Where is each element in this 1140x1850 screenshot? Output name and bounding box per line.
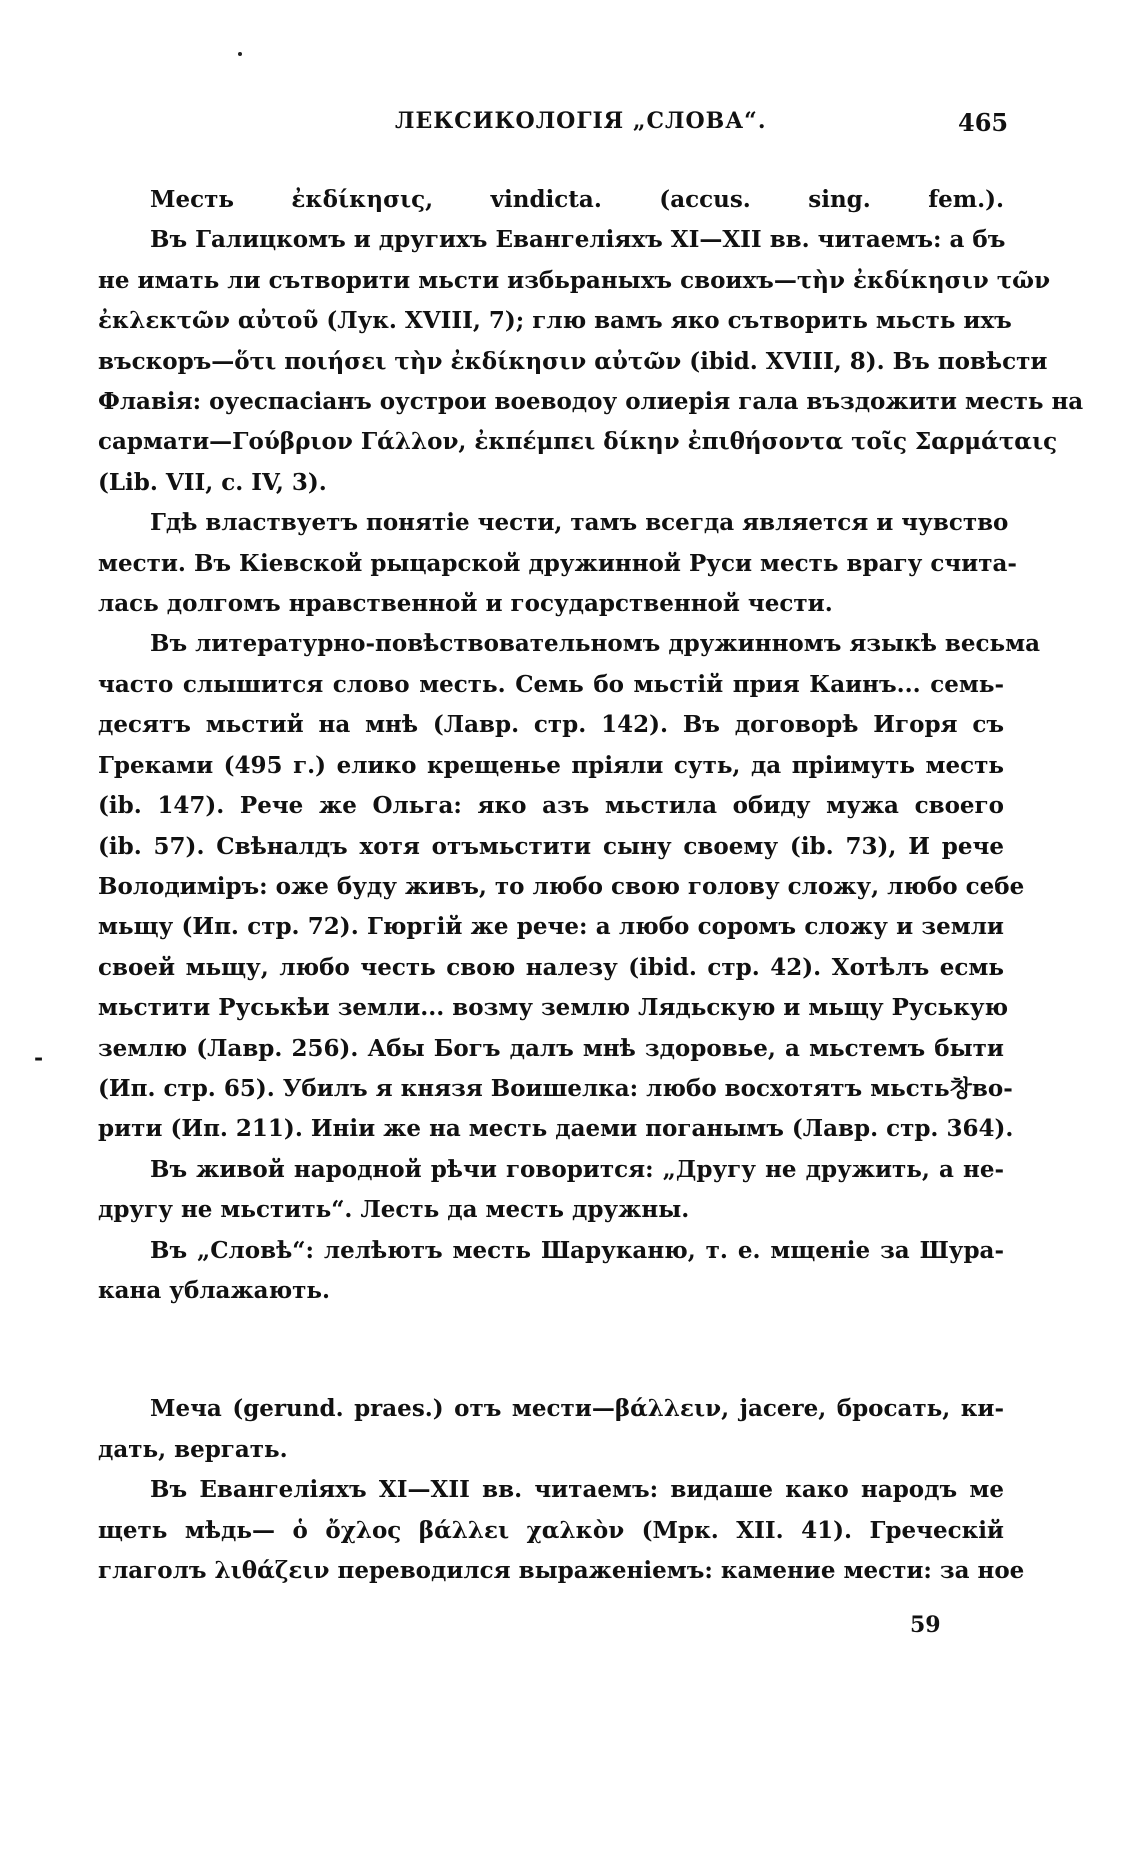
text-line: сармати—Γούβριον Γάλλον, ἐκπέμπει δίκην ἐπιθήσοντα τοῖς Σαρμάταις — [98, 428, 1058, 456]
text-line: (ib. 147). Рече же Ольга: яко азъ мьстила обиду мужа своего — [98, 792, 1004, 820]
headword-line: Месть ἐκδίκησις, vindicta. (accus. sing. fem.). — [150, 186, 1004, 213]
text-line: Въ Евангеліяхъ XI—XII вв. читаемъ: видаше како народъ ме — [150, 1476, 1004, 1504]
text-line: своей мьщу, любо честь свою налезу (ibid. стр. 42). Хотѣлъ есмь — [98, 953, 1004, 981]
text-line: (Lib. VII, c. IV, 3). — [98, 468, 327, 496]
text-line: Греками (495 г.) елико крещенье пріяли суть, да пріимуть месть — [98, 751, 1004, 779]
page-header — [0, 108, 1140, 148]
running-title: ЛЕКСИКОЛОГІЯ „СЛОВА“. — [395, 108, 767, 134]
text-line: глаголъ λιθάζειν переводился выраженіемъ: камение мести: за ное — [98, 1557, 1025, 1584]
margin-mark: - — [34, 1045, 44, 1071]
text-line: землю (Лавр. 256). Абы Богъ далъ мнѣ здоровье, а мьстемъ быти — [98, 1034, 1004, 1062]
text-line: рити (Ип. 211). Иніи же на месть даеми поганымъ (Лавр. стр. 364). — [98, 1115, 1014, 1143]
text-line: щеть мѣдь— ὁ ὄχλος βάλλει χαλκὸν (Мрк. XII. 41). Греческій — [98, 1516, 1004, 1544]
text-line: ἐκλεκτῶν αὐτοῦ (Лук. XVIII, 7); глю вамъ яко сътворить мьсть ихъ — [98, 307, 1012, 335]
entry-gap — [98, 1311, 1004, 1389]
page-number: 465 — [958, 108, 1009, 137]
text-line: Гдѣ властвуетъ понятіе чести, тамъ всегда является и чувство — [150, 509, 1009, 537]
text-line: лась долгомъ нравственной и государственной чести. — [98, 590, 833, 618]
headword-line: Меча (gerund. praes.) отъ мести—βάλλειν, jacere, бросать, ки- — [150, 1395, 1004, 1423]
signature-mark: 59 — [910, 1612, 941, 1638]
body-text — [98, 180, 1084, 1591]
dictionary-entry — [98, 180, 1084, 1311]
text-line: Володиміръ: оже буду живъ, то любо свою голову сложу, любо себе — [98, 872, 1025, 900]
text-line: Въ литературно-повѣствовательномъ дружинномъ языкѣ весьма — [150, 630, 1041, 658]
text-line: Въ живой народной рѣчи говорится: „Другу не дружить, а не- — [150, 1155, 1004, 1183]
dictionary-entry — [98, 1389, 1025, 1591]
text-line: Въ Галицкомъ и другихъ Евангеліяхъ XI—XII вв. читаемъ: а бъ — [150, 226, 1006, 254]
text-line: не имать ли сътворити мьсти избьраныхъ своихъ—τὴν ἐκδίκησιν τῶν — [98, 266, 1051, 294]
text-line: дать, вергать. — [98, 1435, 288, 1463]
text-line: десятъ мьстий на мнѣ (Лавр. стр. 142). Въ договорѣ Игоря съ — [98, 711, 1004, 739]
text-line: мьщу (Ип. стр. 72). Гюргій же рече: а любо соромъ сложу и земли — [98, 913, 1004, 941]
text-line: въскоръ—ὅτι ποιήσει τὴν ἐκδίκησιν αὐτῶν (ibid. XVIII, 8). Въ повѣсти — [98, 347, 1048, 375]
speck — [238, 52, 242, 56]
text-line: (Ип. стр. 65). Убилъ я князя Воишелка: любо восхотятъ мьсть창во- — [98, 1074, 1013, 1102]
text-line: мести. Въ Кіевской рыцарской дружинной Руси месть врагу счита- — [98, 549, 1017, 577]
text-line: (ib. 57). Свѣналдъ хотя отъмьстити сыну своему (ib. 73), И рече — [98, 832, 1004, 860]
text-line: Флавія: оуеспасіанъ оустрои воеводоу олиерія гала въздожити месть на — [98, 388, 1084, 416]
text-line: мьстити Руськѣи земли... возму землю Лядьскую и мьщу Руськую — [98, 994, 1009, 1022]
text-line: часто слышится слово месть. Семь бо мьстій прия Каинъ... семь- — [98, 670, 1004, 698]
text-line: другу не мьстить“. Лесть да месть дружны. — [98, 1196, 690, 1224]
text-line: Въ „Словѣ“: лелѣютъ месть Шаруканю, т. е. мщеніе за Шура- — [150, 1236, 1004, 1264]
text-line: кана ублажають. — [98, 1276, 331, 1304]
